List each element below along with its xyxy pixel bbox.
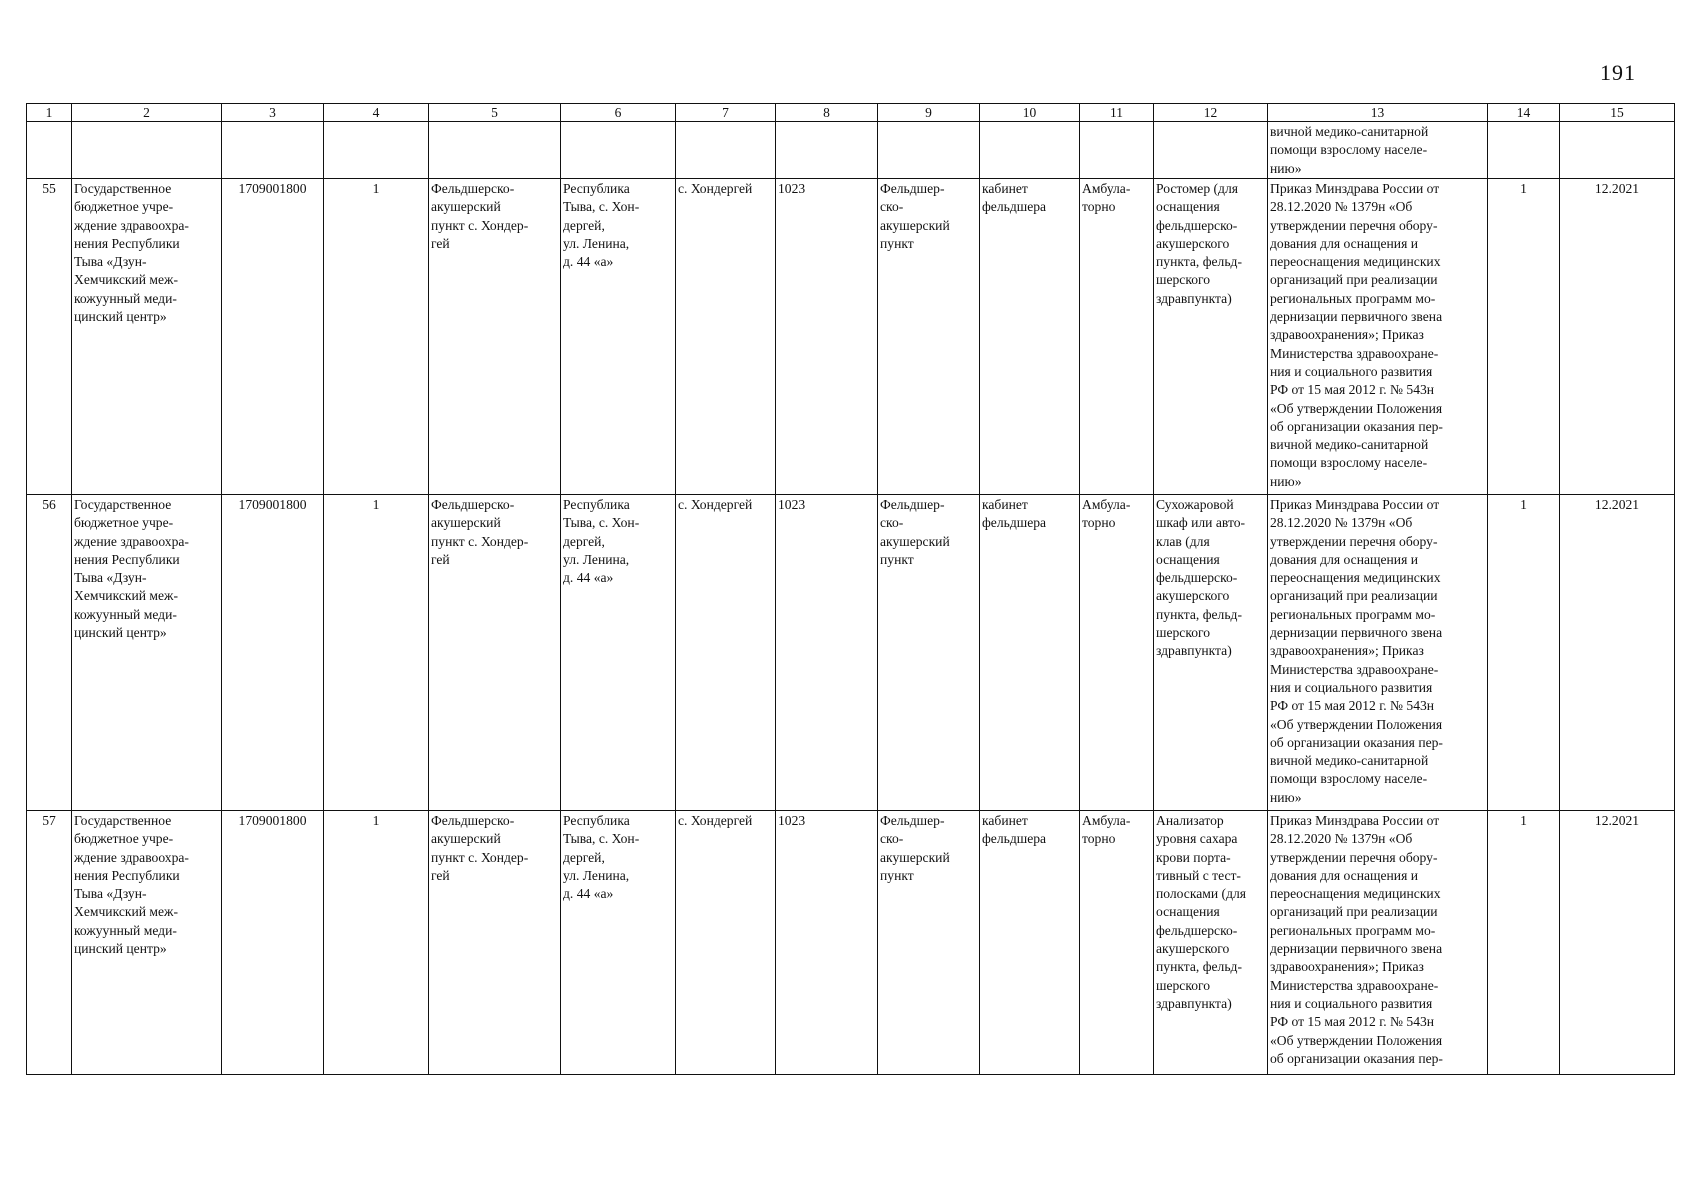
legal-basis-cell: Приказ Минздрава России от 28.12.2020 № 1379н «Об утверждении перечня обору- дования для оснащения и переоснащения медицинских организаций при реализации региональных программ мо- дернизации первичного звена здравоохранения»; Приказ Министерства здравоохране- ния и социального развития РФ от 15 мая 2012 г. № 543н «Об утверждении Положения об организации оказания пер- вичной медико-санитарной помощи взрослому населе- нию» [1268,179,1488,495]
equipment-cell: Ростомер (для оснащения фельдшерско- акушерского пункта, фельд- шерского здравпункта) [1154,179,1268,495]
population-cell: 1023 [776,811,878,1075]
column-index-cell: 6 [561,104,676,122]
column-index-cell: 9 [878,104,980,122]
column-index-cell: 7 [676,104,776,122]
organization-cell: Государственное бюджетное учре- ждение здравоохра- нения Республики Тыва «Дзун- Хемчикский меж- кожуунный меди- цинский центр» [72,495,222,811]
care-form-cell: Амбула- торно [1080,179,1154,495]
care-form-cell: Амбула- торно [1080,811,1154,1075]
date-cell: 12.2021 [1560,179,1675,495]
column-index-cell: 12 [1154,104,1268,122]
column-index-cell: 2 [72,104,222,122]
quantity-cell: 1 [1488,495,1560,811]
room-cell: кабинет фельдшера [980,495,1080,811]
row-number-cell: 55 [27,179,72,495]
inn-cell: 1709001800 [222,811,324,1075]
unit-type-cell: Фельдшер- ско- акушерский пункт [878,179,980,495]
unit-type-cell: Фельдшер- ско- акушерский пункт [878,495,980,811]
column-index-cell: 11 [1080,104,1154,122]
address-cell: Республика Тыва, с. Хон- дергей, ул. Ленина, д. 44 «а» [561,811,676,1075]
settlement-cell: с. Хондергей [676,811,776,1075]
column-index-cell: 3 [222,104,324,122]
room-cell: кабинет фельдшера [980,179,1080,495]
care-form-cell: Амбула- торно [1080,495,1154,811]
column-index-cell: 10 [980,104,1080,122]
unit-cell: Фельдшерско- акушерский пункт с. Хондер- гей [429,811,561,1075]
settlement-cell: с. Хондергей [676,179,776,495]
row-number-cell: 57 [27,811,72,1075]
inn-cell: 1709001800 [222,495,324,811]
address-cell: Республика Тыва, с. Хон- дергей, ул. Ленина, д. 44 «а» [561,495,676,811]
population-cell: 1023 [776,179,878,495]
inn-cell: 1709001800 [222,179,324,495]
column-index-cell: 8 [776,104,878,122]
settlement-cell: с. Хондергей [676,495,776,811]
continuation-row [27,122,1675,179]
room-cell: кабинет фельдшера [980,811,1080,1075]
col4-cell: 1 [324,179,429,495]
address-cell: Республика Тыва, с. Хон- дергей, ул. Ленина, д. 44 «а» [561,179,676,495]
table-row [27,179,1675,495]
organization-cell: Государственное бюджетное учре- ждение здравоохра- нения Республики Тыва «Дзун- Хемчикский меж- кожуунный меди- цинский центр» [72,811,222,1075]
table-row [27,495,1675,811]
date-cell: 12.2021 [1560,811,1675,1075]
column-index-cell: 1 [27,104,72,122]
population-cell: 1023 [776,495,878,811]
unit-cell: Фельдшерско- акушерский пункт с. Хондер- гей [429,179,561,495]
row-number-cell: 56 [27,495,72,811]
column-index-cell: 13 [1268,104,1488,122]
column-index-cell: 15 [1560,104,1675,122]
equipment-register-table [26,103,1675,1075]
organization-cell: Государственное бюджетное учре- ждение здравоохра- нения Республики Тыва «Дзун- Хемчикский меж- кожуунный меди- цинский центр» [72,179,222,495]
quantity-cell: 1 [1488,179,1560,495]
unit-cell: Фельдшерско- акушерский пункт с. Хондер- гей [429,495,561,811]
equipment-cell: Сухожаровой шкаф или авто- клав (для оснащения фельдшерско- акушерского пункта, фельд- шерского здравпункта) [1154,495,1268,811]
table-row [27,811,1675,1075]
legal-basis-cell: вичной медико-санитарной помощи взрослому населе- нию» [1268,122,1488,179]
column-index-cell: 5 [429,104,561,122]
date-cell: 12.2021 [1560,495,1675,811]
equipment-cell: Анализатор уровня сахара крови порта- тивный с тест- полосками (для оснащения фельдшерско- акушерского пункта, фельд- шерского здравпункта) [1154,811,1268,1075]
column-index-cell: 14 [1488,104,1560,122]
legal-basis-cell: Приказ Минздрава России от 28.12.2020 № 1379н «Об утверждении перечня обору- дования для оснащения и переоснащения медицинских организаций при реализации региональных программ мо- дернизации первичного звена здравоохранения»; Приказ Министерства здравоохране- ния и социального развития РФ от 15 мая 2012 г. № 543н «Об утверждении Положения об организации оказания пер- вичной медико-санитарной помощи взрослому населе- нию» [1268,495,1488,811]
col4-cell: 1 [324,811,429,1075]
page-number: 191 [1600,60,1636,85]
quantity-cell: 1 [1488,811,1560,1075]
unit-type-cell: Фельдшер- ско- акушерский пункт [878,811,980,1075]
legal-basis-cell: Приказ Минздрава России от 28.12.2020 № 1379н «Об утверждении перечня обору- дования для оснащения и переоснащения медицинских организаций при реализации региональных программ мо- дернизации первичного звена здравоохранения»; Приказ Министерства здравоохране- ния и социального развития РФ от 15 мая 2012 г. № 543н «Об утверждении Положения об организации оказания пер- [1268,811,1488,1075]
column-index-cell: 4 [324,104,429,122]
column-index-row [27,104,1675,122]
col4-cell: 1 [324,495,429,811]
